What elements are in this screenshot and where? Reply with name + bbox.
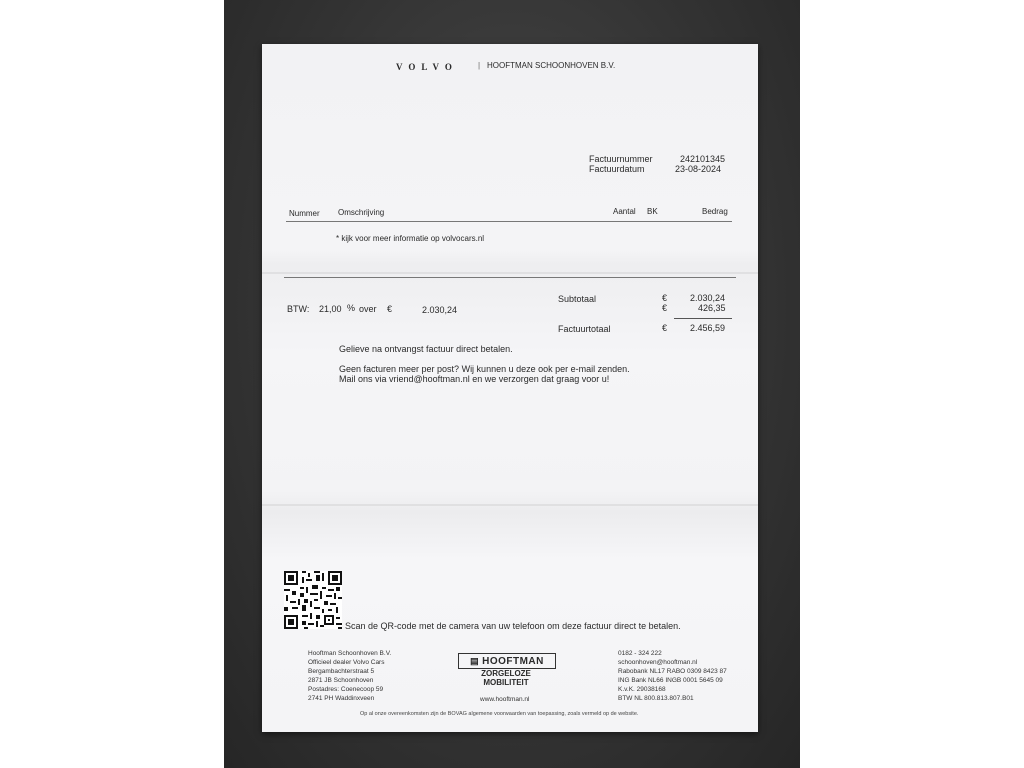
- footer-btw: BTW NL 800.813.807.B01: [618, 695, 694, 702]
- subtotal-currency: €: [662, 293, 668, 303]
- column-bk: BK: [647, 207, 658, 216]
- footer-ing: ING Bank NL66 INGB 0001 5645 09: [618, 677, 723, 684]
- qr-code: [284, 571, 342, 629]
- column-nummer: Nummer: [289, 209, 320, 218]
- total-amount: 2.456,59: [690, 323, 726, 333]
- fold-line: [262, 504, 758, 506]
- hooftman-tagline: ZORGELOZE MOBILITEIT: [481, 669, 531, 687]
- subtotal-label: Subtotaal: [558, 294, 597, 304]
- invoice-date-value: 23-08-2024: [675, 164, 722, 174]
- vat-amount-currency: €: [662, 303, 668, 313]
- table-note: * kijk voor meer informatie op volvocars.nl: [336, 234, 485, 243]
- vat-currency: €: [387, 304, 393, 314]
- hooftman-logo: [458, 653, 556, 669]
- table-bottom-rule: [284, 277, 736, 278]
- invoice-date-label: Factuurdatum: [589, 164, 645, 174]
- footer-company: Hooftman Schoonhoven B.V.: [308, 650, 392, 657]
- column-omschrijving: Omschrijving: [338, 208, 385, 217]
- invoice-number-value: 242101345: [680, 154, 726, 164]
- footer-postal-city: 2741 PH Waddinxveen: [308, 695, 375, 702]
- email-contact-line: Mail ons via vriend@hooftman.nl en we verzorgen dat graag voor u!: [339, 374, 610, 384]
- footer-phone: 0182 - 324 222: [618, 650, 662, 657]
- vat-rate: 21,00: [319, 304, 342, 314]
- footer-terms: Op al onze overeenkomsten zijn de BOVAG algemene voorwaarden van toepassing, zoals vermeld op de website.: [360, 711, 639, 717]
- qr-instruction: Scan de QR-code met de camera van uw telefoon om deze factuur direct te betalen.: [345, 621, 681, 631]
- fold-line: [262, 272, 758, 274]
- vat-label: BTW:: [287, 304, 310, 314]
- total-currency: €: [662, 323, 668, 333]
- subtotal-amount: 2.030,24: [690, 293, 726, 303]
- vat-over: over: [359, 304, 377, 314]
- hooftman-wordmark: HOOFTMAN: [482, 655, 544, 667]
- footer-email: schoonhoven@hooftman.nl: [618, 659, 698, 666]
- footer-street: Bergambachterstraat 5: [308, 668, 375, 675]
- vat-percent: %: [347, 303, 356, 313]
- footer-postal-address: Postadres: Coenecoop 59: [308, 686, 384, 693]
- footer-kvk: K.v.K. 29038168: [618, 686, 666, 693]
- invoice-number-label: Factuurnummer: [589, 154, 653, 164]
- email-offer-line: Geen facturen meer per post? Wij kunnen u deze ook per e-mail zenden.: [339, 364, 630, 374]
- payment-instruction: Gelieve na ontvangst factuur direct betalen.: [339, 344, 513, 354]
- invoice-paper: [262, 44, 758, 732]
- dealer-name: HOOFTMAN SCHOONHOVEN B.V.: [487, 61, 616, 70]
- total-label: Factuurtotaal: [558, 324, 611, 334]
- column-aantal: Aantal: [613, 207, 636, 216]
- table-header-rule: [286, 221, 732, 222]
- volvo-logo: VOLVO: [396, 62, 458, 72]
- vat-amount: 426,35: [698, 303, 726, 313]
- vat-base: 2.030,24: [422, 305, 458, 315]
- header-divider: |: [478, 61, 481, 70]
- footer-website: www.hooftman.nl: [480, 696, 530, 703]
- totals-rule: [674, 318, 732, 319]
- footer-dealer: Officieel dealer Volvo Cars: [308, 659, 385, 666]
- car-icon: ▤: [470, 655, 480, 666]
- footer-city: 2871 JB Schoonhoven: [308, 677, 374, 684]
- column-bedrag: Bedrag: [702, 207, 728, 216]
- footer-rabobank: Rabobank NL17 RABO 0309 8423 87: [618, 668, 727, 675]
